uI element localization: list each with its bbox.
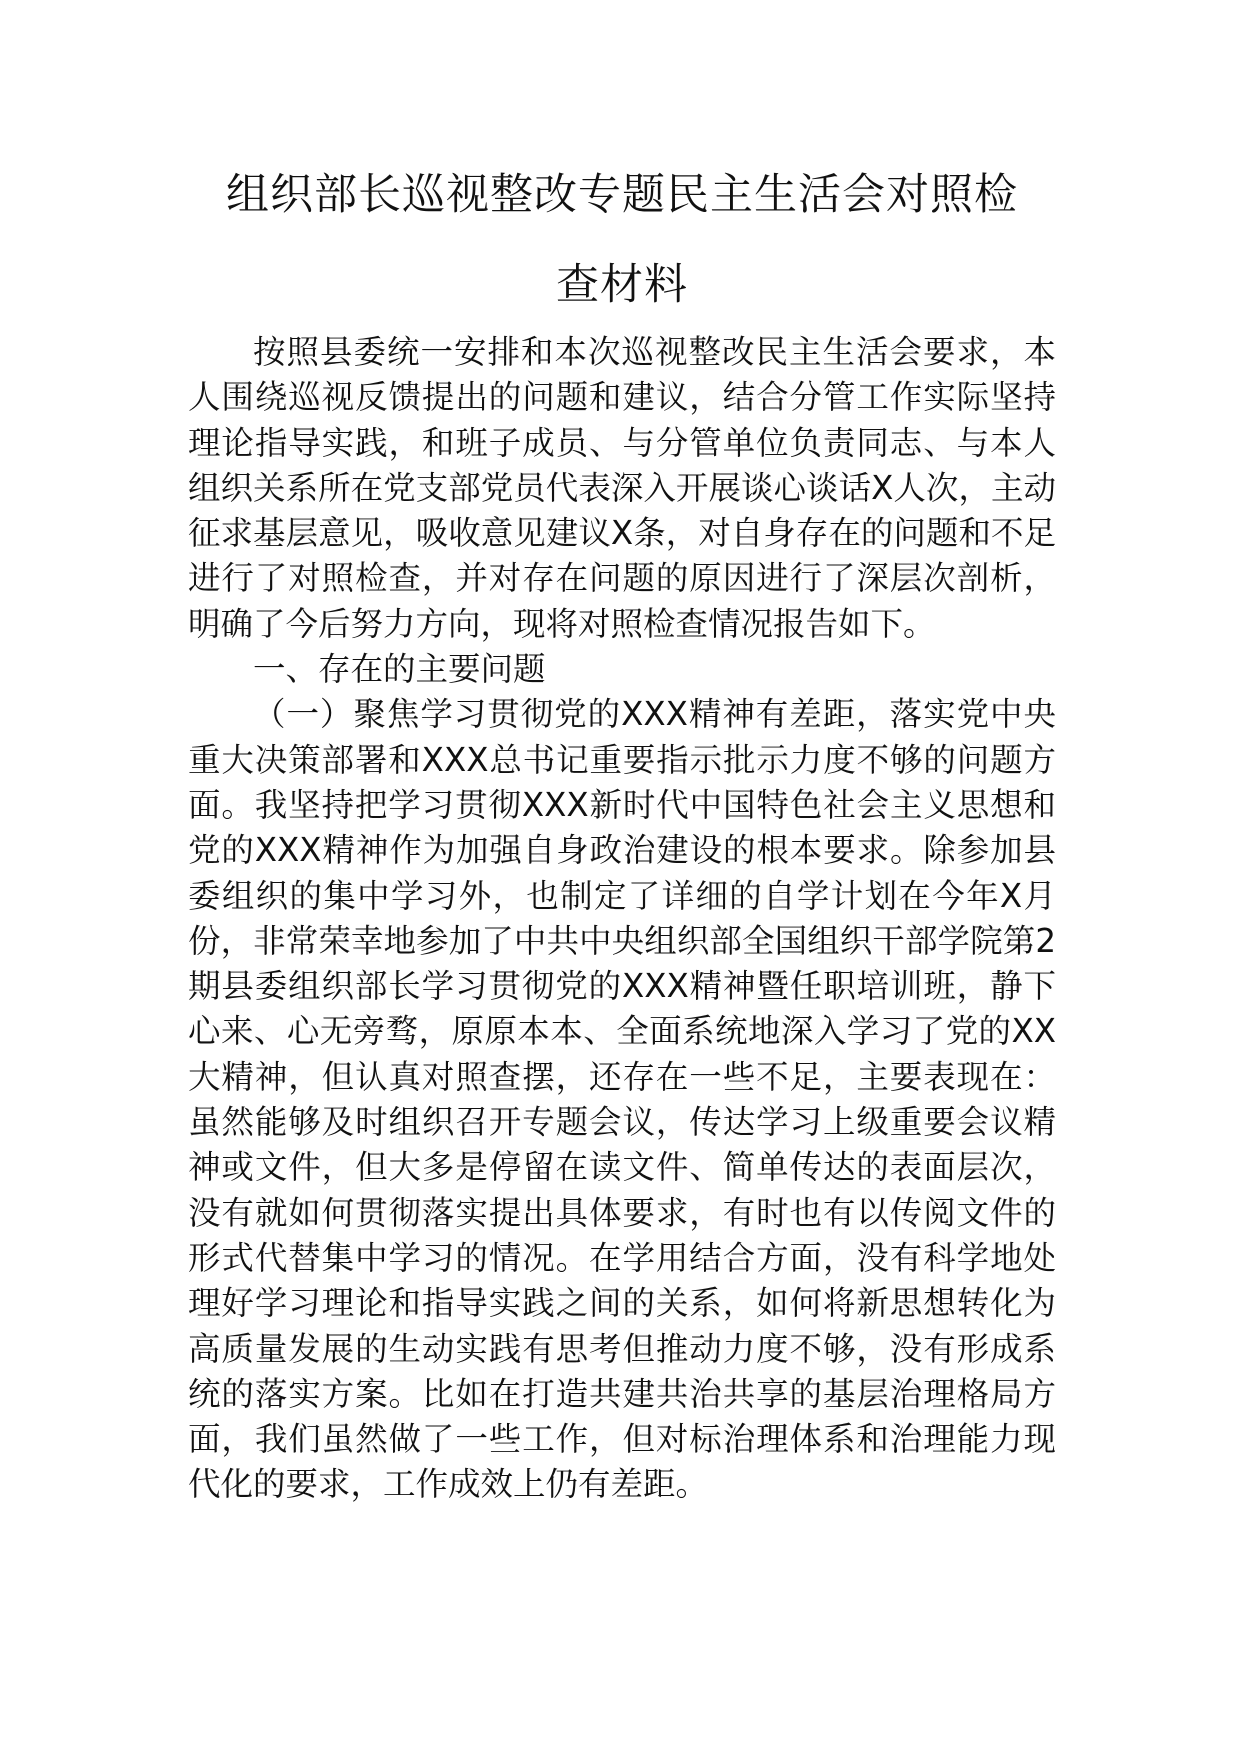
document-body	[188, 150, 1056, 1508]
intro-paragraph: 按照县委统一安排和本次巡视整改民主生活会要求，本人围绕巡视反馈提出的问题和建议，结合分管工作实际坚持理论指导实践，和班子成员、与分管单位负责同志、与本人组织关系所在党支部党员代表深入开展谈心谈话X人次，主动征求基层意见，吸收意见建议X条，对自身存在的问题和不足进行了对照检查，并对存在问题的原因进行了深层次剖析，明确了今后努力方向，现将对照检查情况报告如下。	[188, 333, 1056, 643]
document-title	[188, 150, 1056, 330]
section-heading-1: 一、存在的主要问题	[253, 650, 546, 689]
subsection-paragraph-1: （一）聚焦学习贯彻党的XXX精神有差距，落实党中央重大决策部署和XXX总书记重要指示批示力度不够的问题方面。我坚持把学习贯彻XXX新时代中国特色社会主义思想和党的XXX精神作为加强自身政治建设的根本要求。除参加县委组织的集中学习外，也制定了详细的自学计划在今年X月份，非常荣幸地参加了中共中央组织部全国组织干部学院第2期县委组织部长学习贯彻党的XXX精神暨任职培训班，静下心来、心无旁骛，原原本本、全面系统地深入学习了党的XX大精神，但认真对照查摆，还存在一些不足，主要表现在：虽然能够及时组织召开专题会议，传达学习上级重要会议精神或文件，但大多是停留在读文件、简单传达的表面层次，没有就如何贯彻落实提出具体要求，有时也有以传阅文件的形式代替集中学习的情况。在学用结合方面，没有科学地处理好学习理论和指导实践之间的关系，如何将新思想转化为高质量发展的生动实践有思考但推动力度不够，没有形成系统的落实方案。比如在打造共建共治共享的基层治理格局方面，我们虽然做了一些工作，但对标治理体系和治理能力现代化的要求，工作成效上仍有差距。	[188, 695, 1056, 1504]
title-line-2: 查材料	[556, 260, 688, 310]
title-line-1: 组织部长巡视整改专题民主生活会对照检	[226, 170, 1018, 220]
